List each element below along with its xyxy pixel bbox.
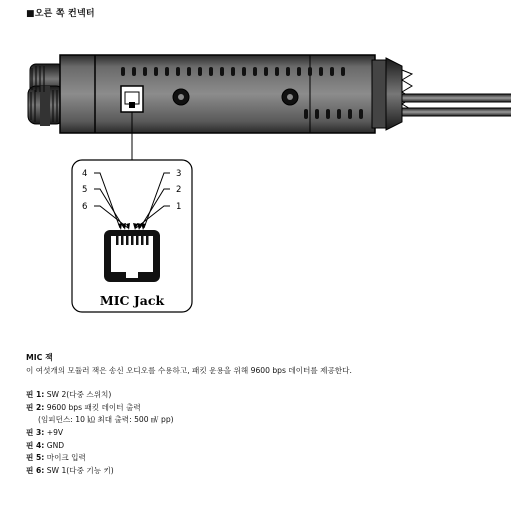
jack-label: MIC Jack bbox=[99, 293, 165, 308]
pin-label-left: 4 bbox=[82, 169, 88, 179]
pin-item bbox=[26, 389, 501, 402]
pin-label: 핀 6: bbox=[26, 465, 45, 475]
pin-label: 핀 3: bbox=[26, 427, 45, 437]
pin-subtext: (임피던스: 10 ㏀ 최대 출력: 500 ㎷ pp) bbox=[38, 415, 174, 425]
pin-label: 핀 1: bbox=[26, 390, 45, 400]
pin-text: GND bbox=[46, 440, 65, 450]
pin-text: 마이크 입력 bbox=[46, 453, 86, 463]
pin-item bbox=[26, 402, 501, 415]
pin-label: 핀 5: bbox=[26, 453, 45, 463]
pin-item bbox=[26, 427, 501, 440]
pin-label-right: 1 bbox=[176, 202, 182, 212]
connector-body bbox=[60, 55, 386, 133]
section-title: ■오른 쪽 컨넥터 bbox=[26, 9, 95, 19]
pin-label: 핀 2: bbox=[26, 402, 45, 412]
pin-label-left: 5 bbox=[82, 185, 88, 195]
mic-jack-section bbox=[26, 352, 501, 477]
pin-text: 9600 bps 패킷 데이터 출력 bbox=[46, 402, 141, 412]
pin-text: +9V bbox=[46, 427, 64, 437]
pin-label-right: 2 bbox=[176, 185, 182, 195]
cable-end bbox=[386, 58, 511, 130]
pin-text: SW 1(다중 기능 키) bbox=[46, 465, 114, 475]
mic-jack-port bbox=[121, 86, 143, 112]
pin-label: 핀 4: bbox=[26, 440, 45, 450]
pin-item-sub bbox=[26, 414, 501, 427]
mic-jack-heading: MIC 잭 bbox=[26, 353, 53, 362]
left-knobs bbox=[28, 64, 64, 126]
mic-jack-description: 이 여섯개의 모듈러 잭은 송신 오디오를 수용하고, 패킷 운용을 위해 9600 bps 데이터를 제공한다. bbox=[26, 365, 352, 375]
pin-item bbox=[26, 440, 501, 453]
pin-label-left: 6 bbox=[82, 202, 88, 212]
pin-item bbox=[26, 452, 501, 465]
mic-jack-callout bbox=[72, 160, 192, 312]
pin-list bbox=[26, 389, 501, 477]
pin-text: SW 2(다중 스위치) bbox=[46, 390, 112, 400]
modular-jack-icon bbox=[104, 230, 160, 282]
pin-item bbox=[26, 465, 501, 478]
pin-label-right: 3 bbox=[176, 169, 182, 179]
